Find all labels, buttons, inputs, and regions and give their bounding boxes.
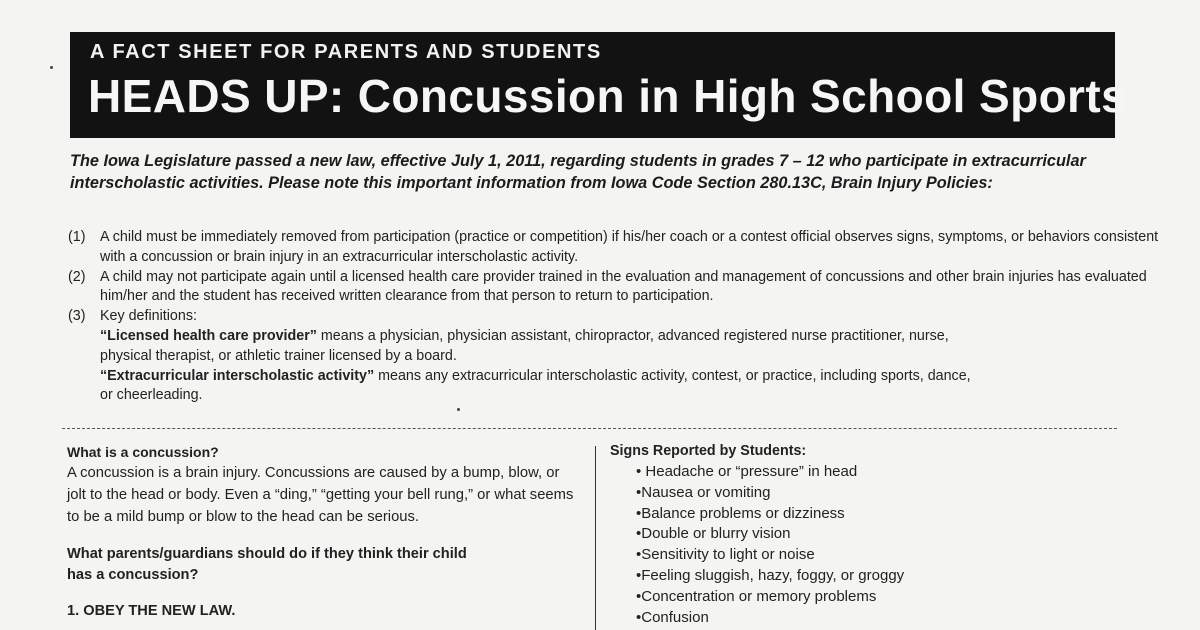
signs-list xyxy=(610,462,1130,628)
sign-item: • Headache or “pressure” in head xyxy=(636,463,858,480)
parents-action-heading: What parents/guardians should do if they think their child has a concussion? xyxy=(67,546,467,583)
intro-paragraph: The Iowa Legislature passed a new law, effective July 1, 2011, regarding students in grades 7 – 12 who participate in extracurricular interscholastic activities. Please note this important information from Iowa Code Section 280.13C, Brain Injury Policies: xyxy=(70,152,1086,192)
document-title: HEADS UP: Concussion in High School Sports xyxy=(88,70,1128,122)
left-column xyxy=(67,442,577,622)
what-is-concussion-heading: What is a concussion? xyxy=(67,444,219,460)
fact-sheet-subtitle: A FACT SHEET FOR PARENTS AND STUDENTS xyxy=(90,41,602,63)
law-item-text: A child may not participate again until a licensed health care provider trained in the evaluation and management of concussions and other brain injuries has evaluated him/her and the student has received written clearance from that person to return to participation. xyxy=(100,268,1147,305)
definition-interscholastic-activity xyxy=(100,367,980,407)
scan-speck xyxy=(457,408,460,411)
definition-term: “Licensed health care provider” xyxy=(100,327,317,344)
definition-term: “Extracurricular interscholastic activity” xyxy=(100,367,375,384)
definition-text: means any extracurricular interscholastic activity, contest, or practice, including sports, dance, or cheerleading. xyxy=(100,367,971,404)
step-obey-law: 1. OBEY THE NEW LAW. xyxy=(67,602,236,619)
signs-reported-heading: Signs Reported by Students: xyxy=(610,443,807,459)
definition-text: means a physician, physician assistant, chiropractor, advanced registered nurse practitioner, nurse, physical therapist, or athletic trainer licensed by a board. xyxy=(100,327,949,364)
section-divider xyxy=(62,428,1117,429)
law-item xyxy=(68,268,1168,308)
sign-item: •Double or blurry vision xyxy=(636,525,791,543)
sign-item: •Nausea or vomiting xyxy=(636,483,771,501)
law-item-number: (2) xyxy=(68,268,86,285)
sign-item: •Concentration or memory problems xyxy=(636,587,877,605)
title-banner xyxy=(70,32,1128,138)
sign-item: •Confusion xyxy=(636,608,709,626)
law-provisions-list xyxy=(68,228,1168,406)
law-item-number: (1) xyxy=(68,229,86,245)
sign-item: •Sensitivity to light or noise xyxy=(636,546,815,564)
concussion-definition-paragraph: A concussion is a brain injury. Concussions are caused by a bump, blow, or jolt to the head or body. Even a “ding,” “getting your bell rung,” or what seems to be a mild bump or blow to the head can be serious. xyxy=(67,465,574,525)
column-divider xyxy=(595,446,596,630)
law-item xyxy=(68,307,1168,406)
sign-item: •Feeling sluggish, hazy, foggy, or groggy xyxy=(636,566,905,584)
law-item-text: A child must be immediately removed from participation (practice or competition) if his/her coach or a contest official observes signs, symptoms, or behaviors consistent with a concussion or brain injury in an extracurricular interscholastic activity. xyxy=(100,229,1159,265)
law-item-number: (3) xyxy=(68,308,86,325)
definition-health-care-provider xyxy=(100,327,980,367)
law-item xyxy=(68,228,1168,268)
law-item-text: Key definitions: xyxy=(100,308,197,325)
right-column xyxy=(610,441,1130,628)
scan-speck xyxy=(50,66,53,69)
sign-item: •Balance problems or dizziness xyxy=(636,504,845,522)
